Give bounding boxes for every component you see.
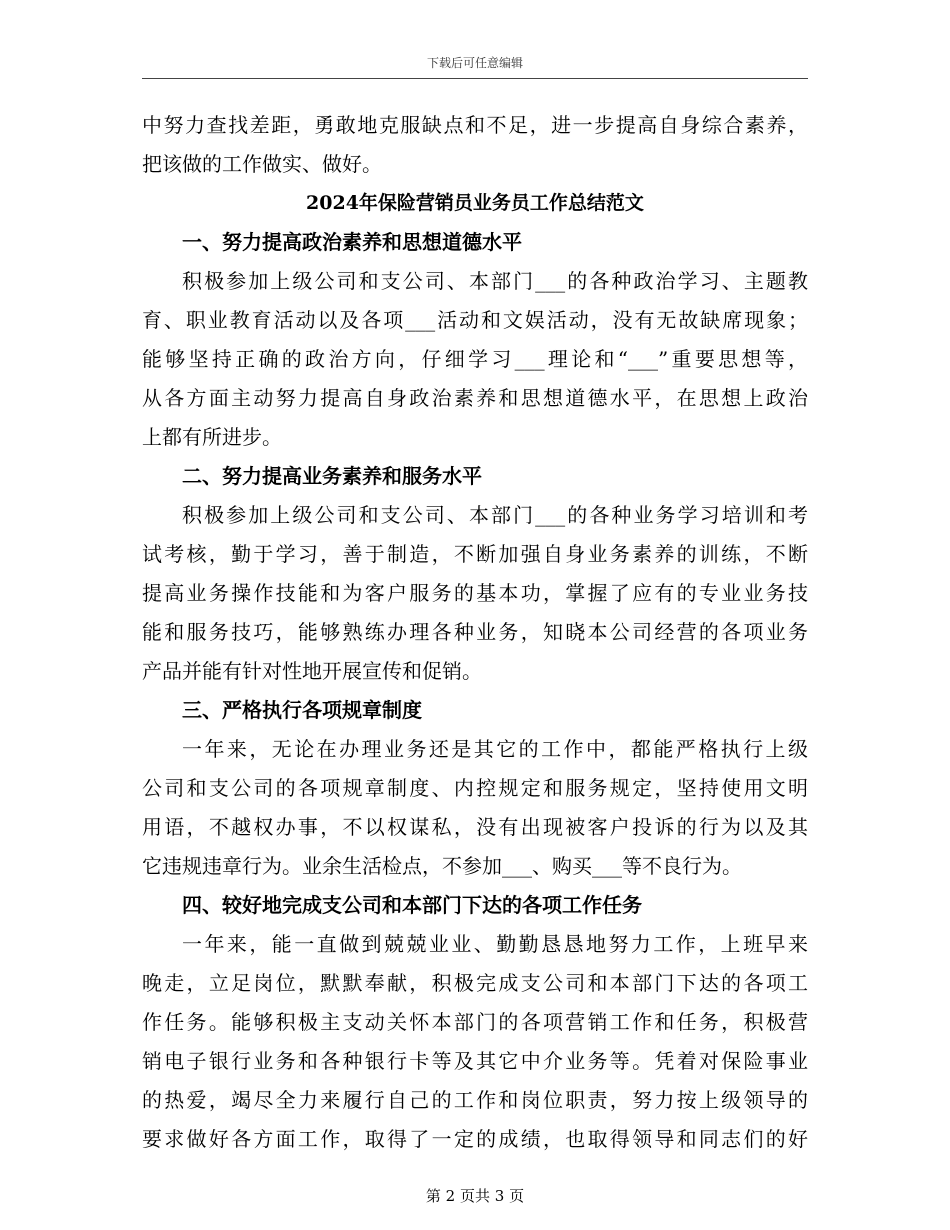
document-title: 2024年保险营销员业务员工作总结范文 [306, 192, 644, 214]
page-footer: 第 2 页共 3 页 [425, 1187, 525, 1205]
page-header: 下载后可任意编辑 [426, 56, 523, 70]
paragraph-line: 的热爱，竭尽全力来履行自己的工作和岗位职责，努力按上级领导的 [142, 1088, 808, 1112]
paragraph-line: 晚走，立足岗位，默默奉献，积极完成支公司和本部门下达的各项工 [142, 971, 808, 995]
paragraph-line: 它违规违章行为。业余生活检点，不参加___、购买___等不良行为。 [142, 854, 742, 878]
paragraph-line: 能够坚持正确的政治方向，仔细学习___理论和“___”重要思想等， [142, 347, 808, 371]
section-heading: 四、较好地完成支公司和本部门下达的各项工作任务 [182, 893, 642, 917]
section-heading: 三、严格执行各项规章制度 [182, 698, 422, 722]
paragraph-line: 公司和支公司的各项规章制度、内控规定和服务规定，坚持使用文明 [142, 776, 808, 800]
paragraph-line: 一年来，能一直做到兢兢业业、勤勤恳恳地努力工作，上班早来 [182, 932, 808, 956]
section-heading: 二、努力提高业务素养和服务水平 [182, 464, 482, 488]
paragraph-line: 要求做好各方面工作，取得了一定的成绩，也取得领导和同志们的好 [142, 1127, 808, 1151]
document-body [142, 106, 808, 1159]
header-rule [142, 78, 808, 79]
paragraph-line: 积极参加上级公司和支公司、本部门___的各种业务学习培训和考 [182, 503, 808, 527]
paragraph-line: 从各方面主动努力提高自身政治素养和思想道德水平，在思想上政治 [142, 386, 808, 410]
paragraph-line: 能和服务技巧，能够熟练办理各种业务，知晓本公司经营的各项业务 [142, 620, 808, 644]
paragraph-line: 把该做的工作做实、做好。 [142, 152, 382, 176]
paragraph-line: 上都有所进步。 [142, 425, 282, 449]
paragraph-line: 积极参加上级公司和支公司、本部门___的各种政治学习、主题教 [182, 269, 808, 293]
paragraph-line: 中努力查找差距，勇敢地克服缺点和不足，进一步提高自身综合素养， [142, 113, 808, 137]
paragraph-line: 一年来，无论在办理业务还是其它的工作中，都能严格执行上级 [182, 737, 808, 761]
paragraph-line: 提高业务操作技能和为客户服务的基本功，掌握了应有的专业业务技 [142, 581, 808, 605]
section-heading: 一、努力提高政治素养和思想道德水平 [182, 230, 522, 254]
paragraph-line: 育、职业教育活动以及各项___活动和文娱活动，没有无故缺席现象； [142, 308, 808, 332]
paragraph-line: 试考核，勤于学习，善于制造，不断加强自身业务素养的训练，不断 [142, 542, 808, 566]
paragraph-line: 作任务。能够积极主支动关怀本部门的各项营销工作和任务，积极营 [142, 1010, 808, 1034]
paragraph-line: 产品并能有针对性地开展宣传和促销。 [142, 659, 482, 683]
paragraph-line: 销电子银行业务和各种银行卡等及其它中介业务等。凭着对保险事业 [142, 1049, 808, 1073]
paragraph-line: 用语，不越权办事，不以权谋私，没有出现被客户投诉的行为以及其 [142, 815, 808, 839]
